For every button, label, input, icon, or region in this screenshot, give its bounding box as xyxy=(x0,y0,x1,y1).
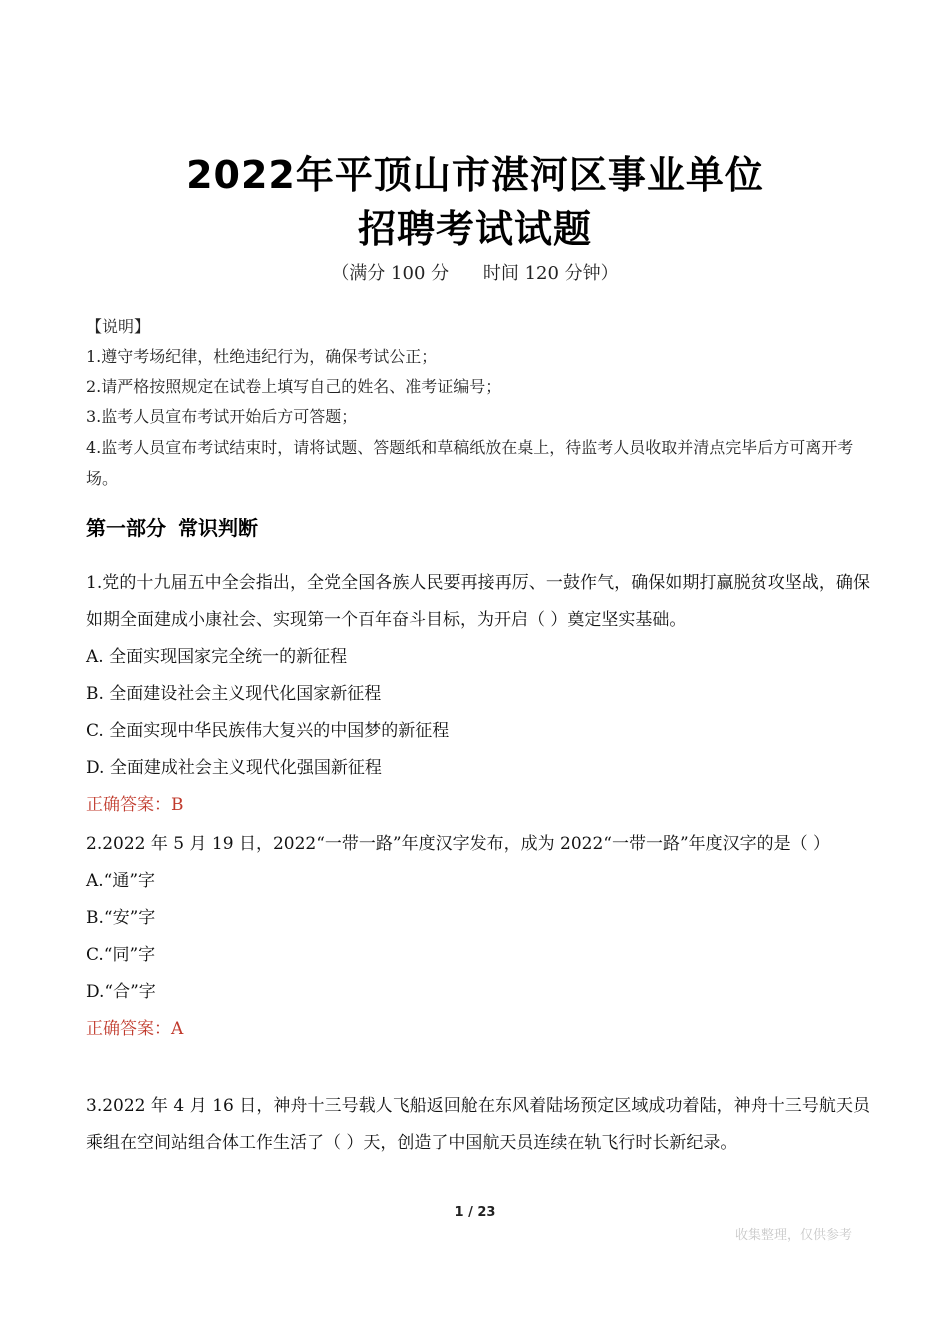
instruction-item: 2.请严格按照规定在试卷上填写自己的姓名、准考证编号； xyxy=(86,377,502,396)
time-limit: 时间 120 分钟） xyxy=(482,263,619,284)
correct-answer: 正确答案：A xyxy=(86,1019,184,1039)
question-stem: 1.党的十九届五中全会指出，全党全国各族人民要再接再厉、一鼓作气，确保如期打赢脱贫攻坚战，确保如期全面建成小康社会、实现第一个百年奋斗目标，为开启（ ）奠定坚实基础。 xyxy=(86,573,870,630)
option-c: C. 全面实现中华民族伟大复兴的中国梦的新征程 xyxy=(86,721,450,741)
option-c: C.“同”字 xyxy=(86,945,156,965)
watermark: 收集整理，仅供参考 xyxy=(735,1228,853,1243)
section-part: 第一部分 xyxy=(86,516,166,540)
option-d: D. 全面建成社会主义现代化强国新征程 xyxy=(86,758,382,778)
option-a: A.“通”字 xyxy=(86,871,156,891)
correct-answer: 正确答案：B xyxy=(86,795,184,815)
instruction-item: 1.遵守考场纪律，杜绝违纪行为，确保考试公正； xyxy=(86,347,438,366)
option-b: B. 全面建设社会主义现代化国家新征程 xyxy=(86,684,382,704)
question-stem: 2.2022 年 5 月 19 日，2022“一带一路”年度汉字发布，成为 2022“一带一路”年度汉字的是（ ） xyxy=(86,834,831,854)
question-1 xyxy=(86,565,870,824)
question-stem: 3.2022 年 4 月 16 日，神舟十三号载人飞船返回舱在东风着陆场预定区域成功着陆，神舟十三号航天员乘组在空间站组合体工作生活了（ ）天，创造了中国航天员连续在轨飞行时长新纪录。 xyxy=(86,1096,870,1153)
exam-info xyxy=(0,259,950,285)
page-number: 1 / 23 xyxy=(454,1205,496,1220)
section-heading xyxy=(86,512,258,541)
full-score: （满分 100 分 xyxy=(331,263,450,284)
question-2 xyxy=(86,826,870,1048)
instructions xyxy=(86,312,876,494)
title-line-1: 2022年平顶山市湛河区事业单位 xyxy=(186,153,764,197)
title-line-2: 招聘考试试题 xyxy=(357,207,592,251)
question-3 xyxy=(86,1088,870,1162)
option-b: B.“安”字 xyxy=(86,908,156,928)
instruction-item: 4.监考人员宣布考试结束时，请将试题、答题纸和草稿纸放在桌上，待监考人员收取并清点完毕后方可离开考场。 xyxy=(86,438,854,488)
option-d: D.“合”字 xyxy=(86,982,156,1002)
section-name: 常识判断 xyxy=(178,516,258,540)
instructions-heading: 【说明】 xyxy=(86,317,151,336)
instruction-item: 3.监考人员宣布考试开始后方可答题； xyxy=(86,407,358,426)
option-a: A. 全面实现国家完全统一的新征程 xyxy=(86,647,348,667)
